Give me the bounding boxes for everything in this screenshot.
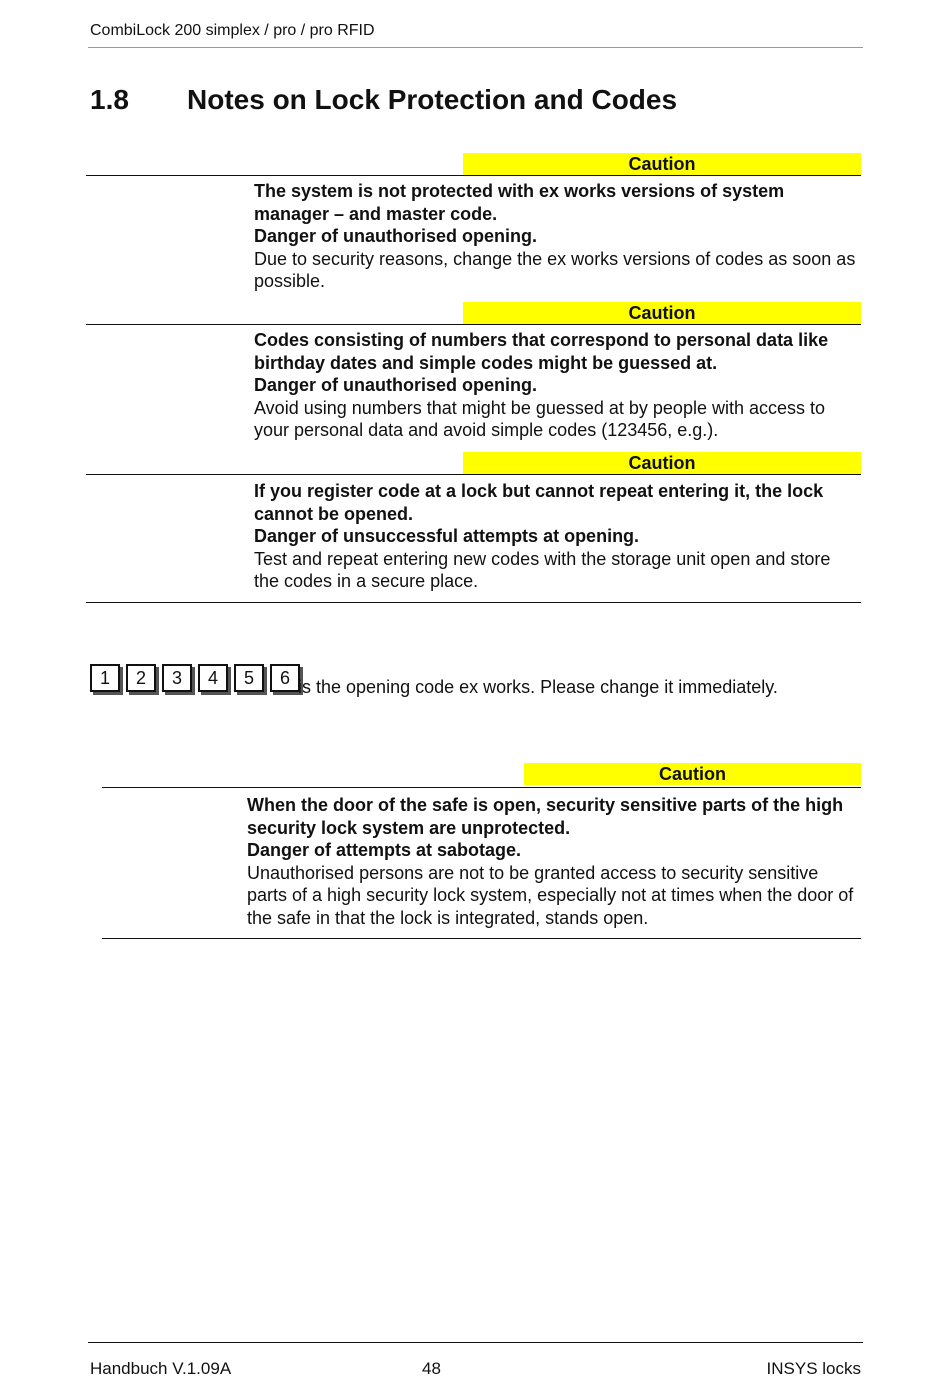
caution-instruction: Due to security reasons, change the ex works versions of codes as soon as possible. bbox=[254, 248, 856, 291]
code-note: is the opening code ex works. Please change it immediately. bbox=[298, 677, 778, 697]
caution-label: Caution bbox=[463, 153, 861, 175]
footer-brand: INSYS locks bbox=[766, 1359, 861, 1378]
caution-instruction: Unauthorised persons are not to be granted access to security sensitive parts of a high security lock system, especially not at times when the door of the safe in that the lock is integrated, stands open. bbox=[247, 862, 854, 928]
caution-danger: Danger of unsuccessful attempts at opening. bbox=[254, 526, 640, 546]
key-1: 1 bbox=[90, 664, 120, 692]
caution-danger: Danger of attempts at sabotage. bbox=[247, 840, 522, 860]
code-keypad bbox=[90, 664, 306, 692]
section-end-divider bbox=[86, 602, 861, 603]
caution-instruction: Avoid using numbers that might be guessed at by people with access to your personal data and avoid simple codes (123456, e.g.). bbox=[254, 397, 826, 440]
caution-label: Caution bbox=[463, 452, 861, 474]
caution-divider bbox=[102, 787, 861, 788]
caution-divider bbox=[86, 324, 861, 325]
caution-block bbox=[247, 794, 859, 929]
footer-divider bbox=[88, 1342, 863, 1343]
caution-block bbox=[254, 180, 859, 293]
caution-end-divider bbox=[102, 938, 861, 939]
key-5: 5 bbox=[234, 664, 264, 692]
page-number: 48 bbox=[422, 1359, 441, 1378]
caution-instruction: Test and repeat entering new codes with the storage unit open and store the codes in a secure place. bbox=[254, 548, 831, 591]
caution-block bbox=[254, 480, 859, 593]
document-header: CombiLock 200 simplex / pro / pro RFID bbox=[90, 22, 375, 39]
caution-warning: Codes consisting of numbers that correspond to personal data like birthday dates and simple codes might be guessed at. bbox=[254, 330, 829, 373]
section-number: 1.8 bbox=[90, 84, 129, 115]
section-title: Notes on Lock Protection and Codes bbox=[187, 84, 678, 115]
header-divider bbox=[88, 47, 863, 48]
key-2: 2 bbox=[126, 664, 156, 692]
caution-divider bbox=[86, 175, 861, 176]
caution-warning: If you register code at a lock but cannot repeat entering it, the lock cannot be opened. bbox=[254, 481, 824, 524]
key-4: 4 bbox=[198, 664, 228, 692]
caution-warning: When the door of the safe is open, security sensitive parts of the high security lock system are unprotected. bbox=[247, 795, 844, 838]
key-6: 6 bbox=[270, 664, 300, 692]
footer-manual-version: Handbuch V.1.09A bbox=[90, 1359, 232, 1378]
caution-label: Caution bbox=[463, 302, 861, 324]
caution-danger: Danger of unauthorised opening. bbox=[254, 375, 537, 395]
key-3: 3 bbox=[162, 664, 192, 692]
caution-divider bbox=[86, 474, 861, 475]
caution-warning: The system is not protected with ex works versions of system manager – and master code. bbox=[254, 181, 785, 224]
caution-danger: Danger of unauthorised opening. bbox=[254, 226, 537, 246]
caution-label: Caution bbox=[524, 763, 861, 785]
caution-block bbox=[254, 329, 859, 442]
